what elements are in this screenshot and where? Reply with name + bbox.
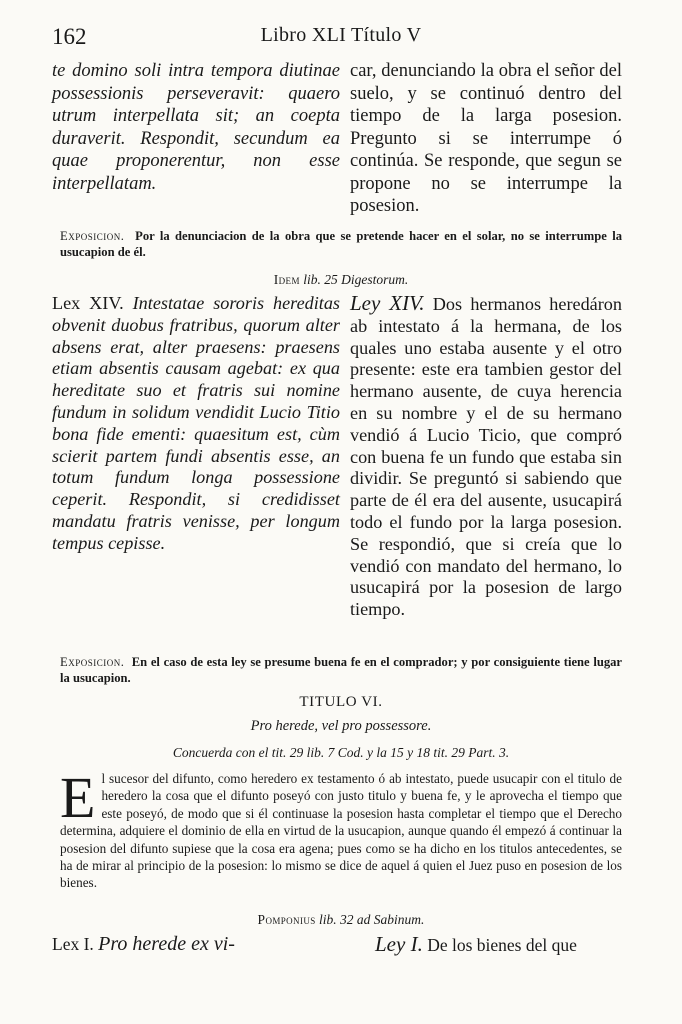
lex-text: Intestatae sororis hereditas obvenit duobus fratribus, quorum alter absens erat, alter praesens: praesens etiam absentis causam agebat: ex qua hereditate suo et fratris sui nomine fundum in solidum vendidit Lucio Titio bona fide ementi: quaesitum est, cùm scierit partem fundi absentis esse, an totum fundum longa possessione ceperit. Respondit, si credidisset mandatu fratris venisse, per longum tempus cepisse. (52, 293, 341, 553)
drop-cap: E (60, 765, 96, 830)
introduction-text: l sucesor del difunto, como heredero ex testamento ó ab intestato, puede usucapir con el titulo de heredero la cosa que el difunto poseyó con justo titulo y buena fe, y le aprovecha el tiempo que este poseyó, de modo que si él continuase la posesion hasta completar el tiempo que el Derecho determina, adquiere el dominio de ella en virtud de la usucapion, aunque quando él empezó á continuar la posesion del difunto supiese que la cosa era agena; pues como se ha dicho en los titulos antecedentes, se ha de mirar al principio de la posesion: lo mismo se dice de aquel á quien el Juez puso en posesion de los bienes. (60, 771, 622, 891)
exposicion-label: Exposicion. (60, 655, 125, 669)
exposicion-label: Exposicion. (60, 229, 125, 243)
lex-label: Lex I. (52, 934, 94, 954)
source-author: Pomponius (257, 912, 316, 927)
exposicion-text: Por la denunciacion de la obra que se pretende hacer en el solar, no se interrumpe la usucapion de él. (60, 229, 622, 259)
source-reference: lib. 32 ad Sabinum. (319, 912, 425, 927)
ley-1-spanish (375, 934, 622, 956)
introduction-paragraph (60, 765, 622, 892)
source-citation-2 (0, 912, 682, 928)
ley-label: Ley I. (375, 932, 423, 956)
concordance-note: Concuerda con el tit. 29 lib. 7 Cod. y la 15 y 18 tit. 29 Part. 3. (172, 745, 510, 760)
ley-14-spanish (350, 293, 622, 621)
ley-label: Ley XIV. (350, 291, 425, 315)
page-header (52, 24, 630, 54)
lex-text: Pro herede ex vi- (98, 933, 235, 955)
latin-continuation: te domino soli intra tempora diutinae possessionis perseveravit: quaero utrum interpellata sit; an coepta duraverit. Respondit, secundum ea quae proponerentur, non esse interpellatam. (52, 61, 340, 194)
lex-1-latin (52, 934, 340, 955)
lex-label: Lex XIV. (52, 293, 124, 313)
exposicion-text: En el caso de esta ley se presume buena fe en el comprador; y por consiguiente tiene lugar la usucapion. (60, 655, 623, 685)
ley-text: Dos hermanos heredáron ab intestato á la hermana, de los quales uno estaba ausente y el otro presente: este era tambien gestor del hermano ausente, de cuya herencia en su nombre y el de su hermano vendió á Lucio Ticio, que compró con buena fe un fundo que estaba sin dividir. Se preguntó si sabiendo que parte de él era del ausente, usucapirá todo el fundo por la larga posesion. Se respondió, que si creía que lo vendió con mandato del hermano, lo usucapirá por la posesion de largo tiempo. (350, 294, 622, 620)
section-title: TITULO VI. (299, 694, 383, 710)
spanish-continuation: car, denunciando la obra el señor del suelo, y se continuó dentro del tiempo de la larga posesion. Pregunto si se interrumpe ó continúa. Se responde, que segun se propone no se interrumpe la posesion. (350, 61, 622, 216)
source-author: Idem (273, 272, 300, 287)
lex-14-latin (52, 293, 340, 555)
page-number: 162 (52, 24, 87, 49)
section-subtitle: Pro herede, vel pro possessore. (250, 718, 432, 734)
exposicion-1 (60, 228, 622, 260)
running-title: Libro XLI Título V (260, 24, 422, 46)
ley-text: De los bienes del que (427, 935, 577, 955)
exposicion-2 (60, 654, 622, 686)
source-citation-1 (0, 272, 682, 288)
source-reference: lib. 25 Digestorum. (303, 272, 409, 287)
